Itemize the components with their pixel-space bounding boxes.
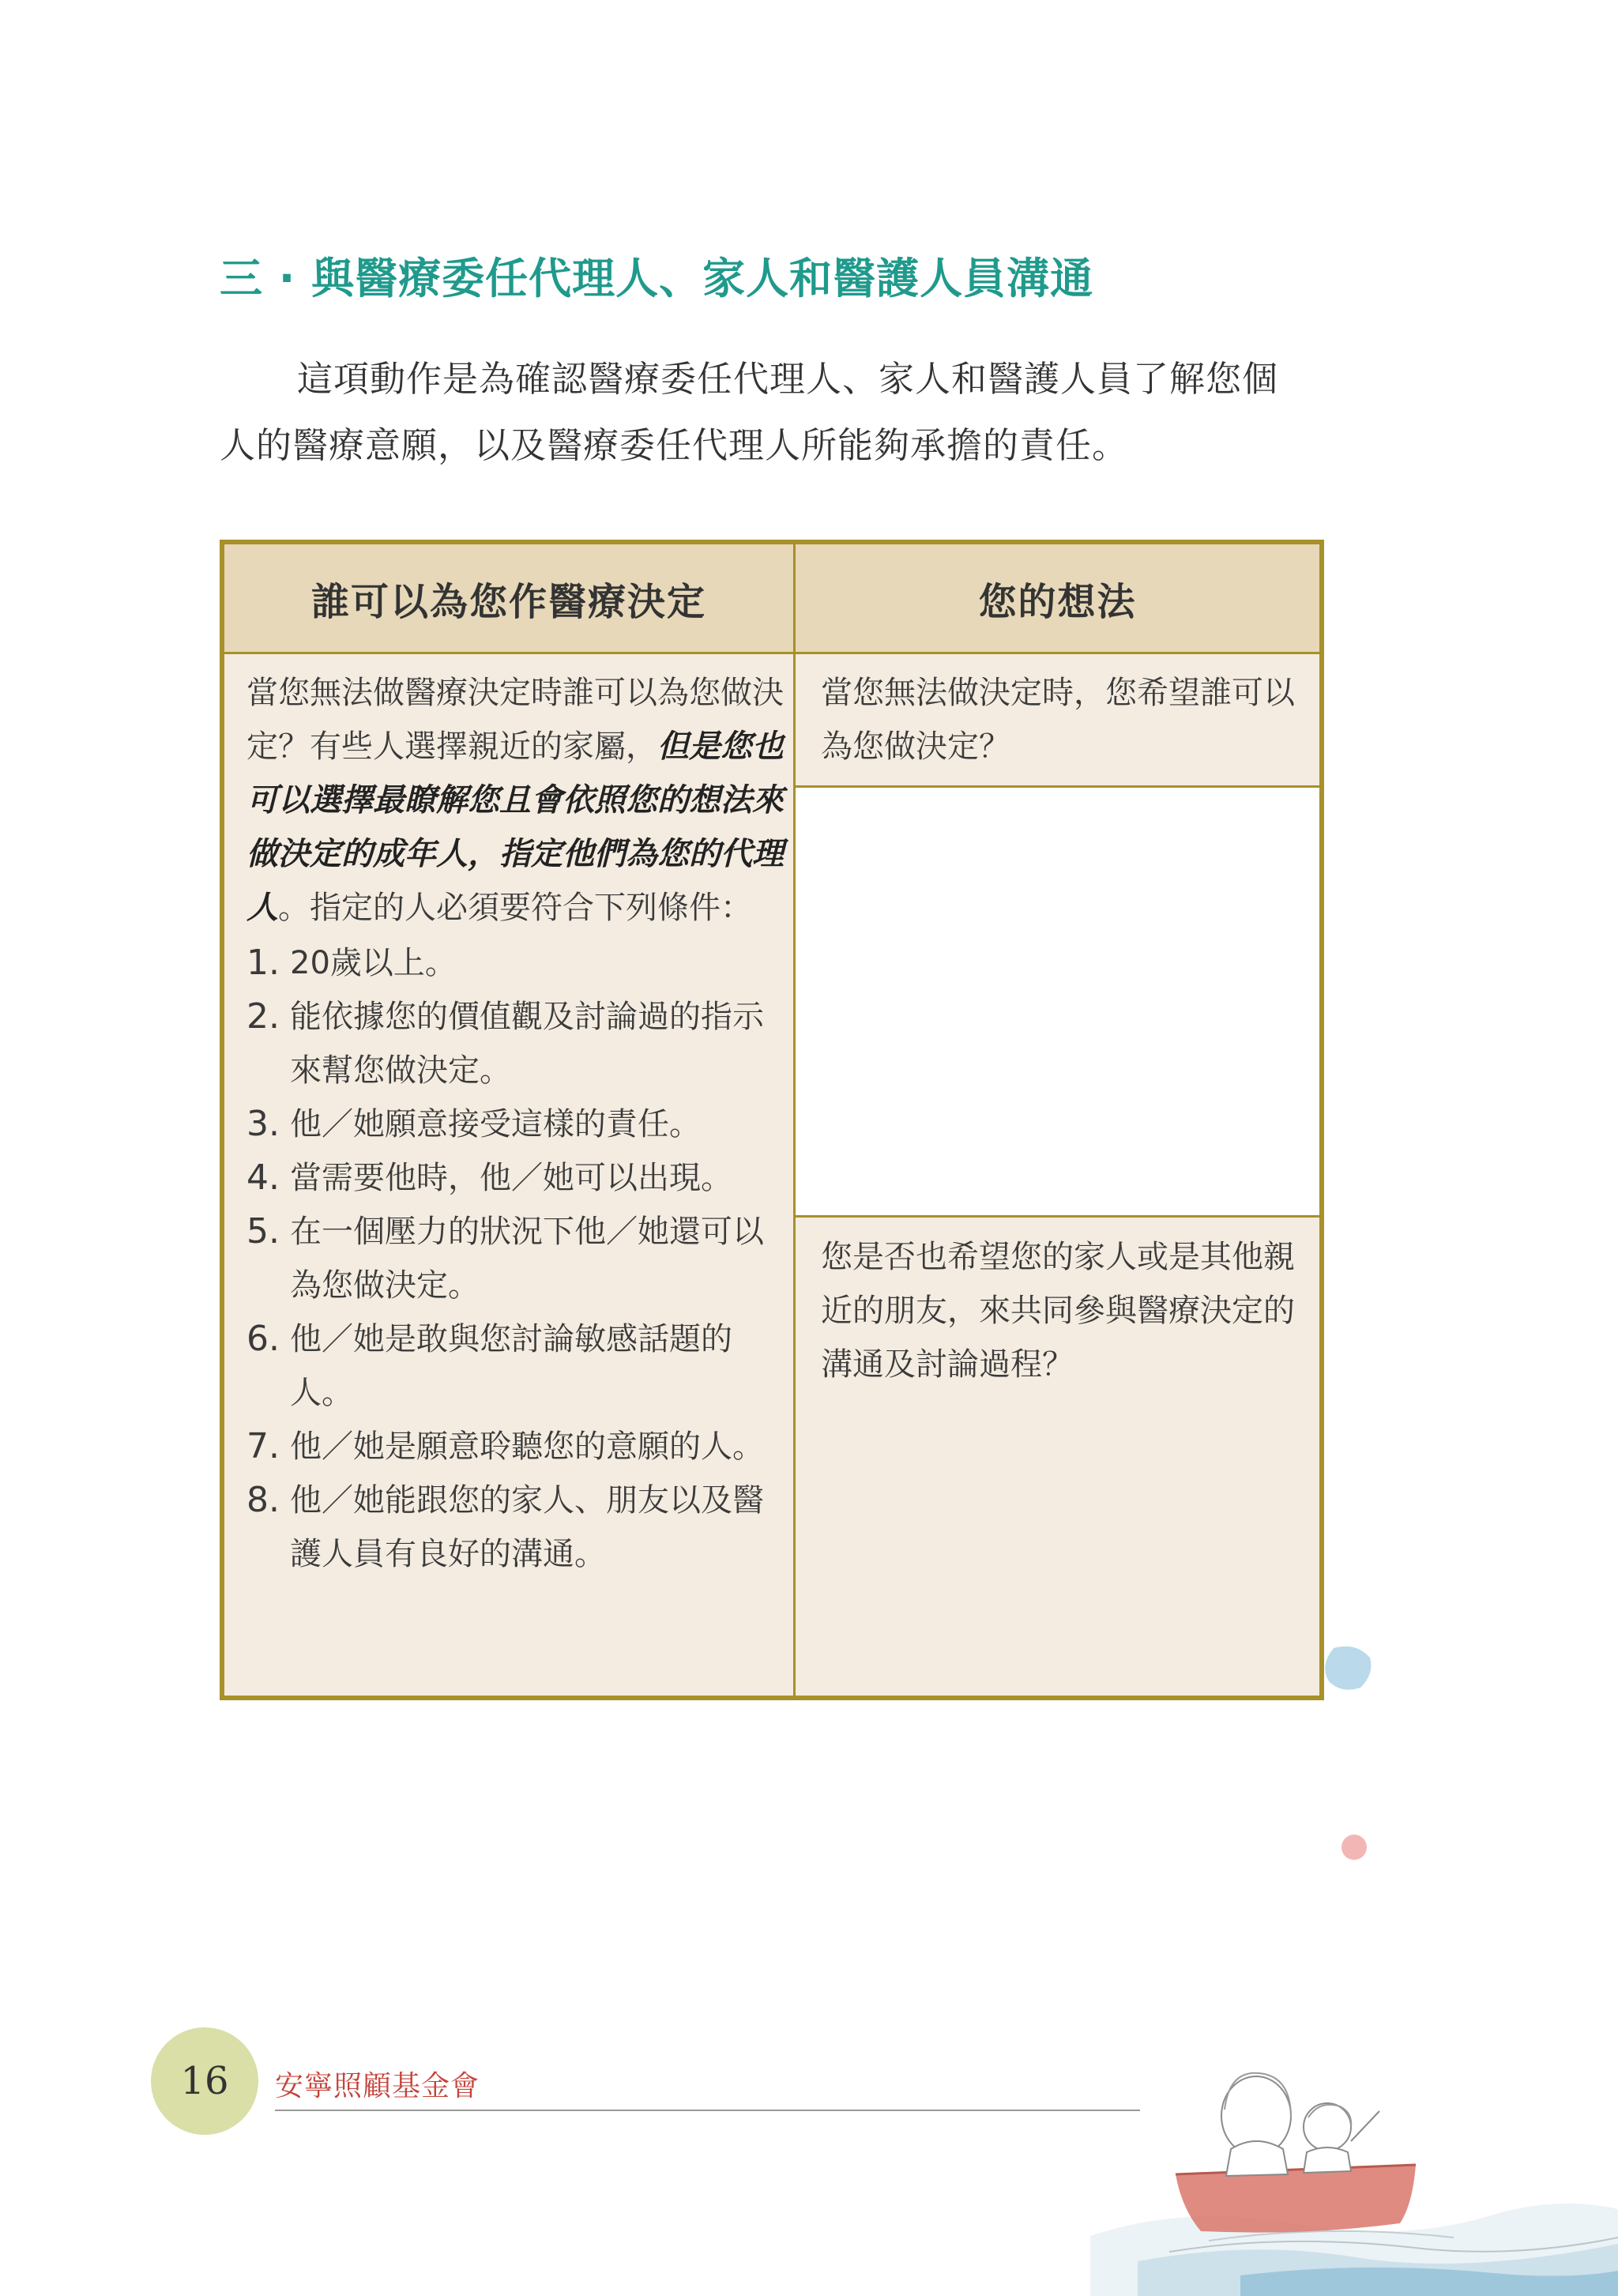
criteria-text: 當您無法做醫療決定時誰可以為您做決定？有些人選擇親近的家屬，: [246, 675, 784, 765]
organization-name: 安寧照顧基金會: [275, 2070, 480, 2102]
question-who-decides: 當您無法做決定時，您希望誰可以為您做決定？: [821, 675, 1295, 765]
criteria-description: [246, 666, 784, 935]
watercolor-dot-blue: [1318, 1642, 1381, 1697]
column-header-your-thoughts: 您的想法: [796, 544, 1319, 652]
list-item: 7. 他／她是願意聆聽您的意願的人。: [246, 1426, 764, 1466]
page-number: 16: [151, 2027, 258, 2135]
list-item: 8. 他／她能跟您的家人、朋友以及醫護人員有良好的溝通。: [246, 1480, 764, 1572]
column-divider: [793, 544, 796, 1696]
intro-paragraph: 這項動作是為確認醫療委任代理人、家人和醫護人員了解您個人的醫療意願，以及醫療委任代理人所能夠承擔的責任。: [220, 358, 1279, 466]
question-family-participation: 您是否也希望您的家人或是其他親近的朋友，來共同參與醫療決定的溝通及討論過程？: [821, 1239, 1295, 1383]
header-divider: [224, 652, 1319, 654]
criteria-text: 。指定的人必須要符合下列條件：: [278, 890, 752, 926]
criteria-emphasis: 但是您也可以選擇最瞭解您且會依照您的想法來做決定的成年人，指定他們為您的代理人: [246, 728, 784, 926]
column-header-who-decides: 誰可以為您作醫療決定: [224, 544, 793, 652]
section-heading: 三 · 與醫療委任代理人、家人和醫護人員溝通: [220, 254, 1094, 303]
list-item: 3. 他／她願意接受這樣的責任。: [246, 1104, 701, 1144]
footer-rule: [275, 2110, 1140, 2111]
watercolor-dot-pink: [1338, 1831, 1370, 1863]
answer-area: [796, 788, 1319, 1215]
list-item: 4. 當需要他時，他／她可以出現。: [246, 1157, 732, 1198]
row-divider: [796, 785, 1319, 788]
row-divider: [796, 1215, 1319, 1218]
criteria-list: [246, 936, 784, 1581]
list-item: 1. 20歲以上。: [246, 943, 457, 983]
decision-table: [220, 540, 1324, 1700]
criteria-cell: [246, 666, 784, 1581]
list-item: 5. 在一個壓力的狀況下他／她還可以為您做決定。: [246, 1211, 764, 1304]
list-item: 2. 能依據您的價值觀及討論過的指示來幫您做決定。: [246, 996, 764, 1089]
list-item: 6. 他／她是敢與您討論敏感話題的人。: [246, 1319, 732, 1411]
boat-illustration: [1090, 2054, 1618, 2296]
